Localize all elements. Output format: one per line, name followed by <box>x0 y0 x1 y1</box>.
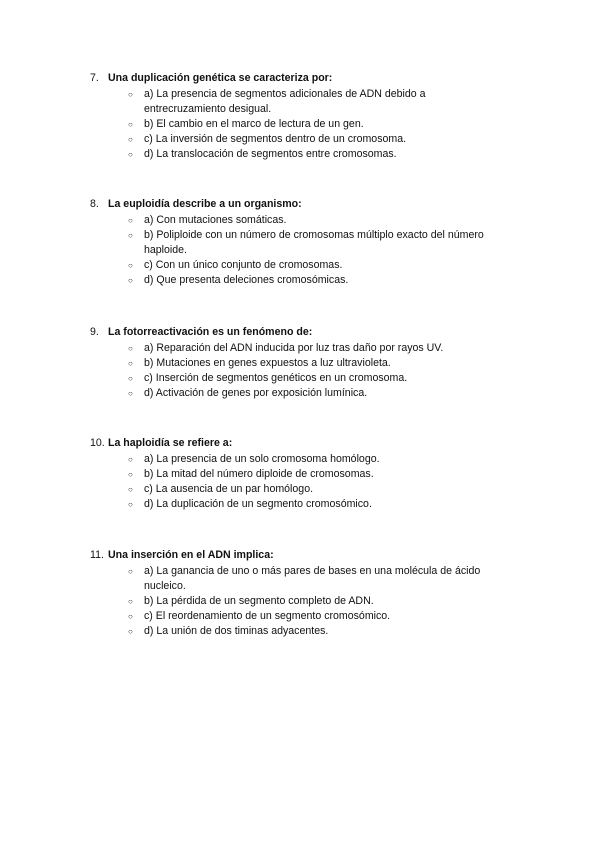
option-d <box>90 147 500 162</box>
question-header <box>90 548 520 563</box>
option-c <box>90 258 500 273</box>
hollow-circle-bullet-icon: ○ <box>128 455 133 464</box>
question-title: La haploidía se refiere a: <box>108 437 233 449</box>
option-text: d) Que presenta deleciones cromosómicas. <box>144 274 349 286</box>
question-title: La fotorreactivación es un fenómeno de: <box>108 326 313 338</box>
question-number: 9. <box>90 326 99 338</box>
hollow-circle-bullet-icon: ○ <box>128 567 133 576</box>
hollow-circle-bullet-icon: ○ <box>128 90 133 99</box>
option-text: a) Con mutaciones somáticas. <box>144 214 287 226</box>
option-a <box>90 87 500 117</box>
option-c <box>90 371 500 386</box>
hollow-circle-bullet-icon: ○ <box>128 135 133 144</box>
option-text: c) El reordenamiento de un segmento cromosómico. <box>144 610 391 622</box>
option-b <box>90 467 500 482</box>
option-text: b) Mutaciones en genes expuestos a luz ultravioleta. <box>144 357 391 369</box>
hollow-circle-bullet-icon: ○ <box>128 216 133 225</box>
option-c <box>90 482 500 497</box>
options-list <box>90 564 520 639</box>
question-9 <box>90 325 520 401</box>
option-a <box>90 564 500 594</box>
hollow-circle-bullet-icon: ○ <box>128 231 133 240</box>
option-text: b) Poliploide con un número de cromosomas múltiplo exacto del número haploide. <box>144 229 484 256</box>
option-a <box>90 341 500 356</box>
option-text: d) La unión de dos timinas adyacentes. <box>144 625 329 637</box>
hollow-circle-bullet-icon: ○ <box>128 389 133 398</box>
hollow-circle-bullet-icon: ○ <box>128 485 133 494</box>
option-text: b) El cambio en el marco de lectura de un gen. <box>144 118 364 130</box>
options-list <box>90 452 520 512</box>
option-b <box>90 594 500 609</box>
question-title: Una duplicación genética se caracteriza por: <box>108 72 333 84</box>
option-text: d) La translocación de segmentos entre cromosomas. <box>144 148 397 160</box>
option-a <box>90 452 500 467</box>
option-text: a) Reparación del ADN inducida por luz tras daño por rayos UV. <box>144 342 444 354</box>
option-text: d) Activación de genes por exposición lumínica. <box>144 387 368 399</box>
option-a <box>90 213 500 228</box>
hollow-circle-bullet-icon: ○ <box>128 597 133 606</box>
hollow-circle-bullet-icon: ○ <box>128 359 133 368</box>
hollow-circle-bullet-icon: ○ <box>128 276 133 285</box>
option-text: a) La presencia de segmentos adicionales de ADN debido a entrecruzamiento desigual. <box>144 88 426 115</box>
hollow-circle-bullet-icon: ○ <box>128 500 133 509</box>
question-number: 8. <box>90 198 99 210</box>
option-text: c) La inversión de segmentos dentro de un cromosoma. <box>144 133 407 145</box>
hollow-circle-bullet-icon: ○ <box>128 374 133 383</box>
option-text: c) Inserción de segmentos genéticos en un cromosoma. <box>144 372 408 384</box>
option-text: b) La pérdida de un segmento completo de ADN. <box>144 595 374 607</box>
question-header <box>90 325 520 340</box>
option-d <box>90 497 500 512</box>
option-d <box>90 386 500 401</box>
option-d <box>90 624 500 639</box>
question-number: 11. <box>90 549 104 561</box>
hollow-circle-bullet-icon: ○ <box>128 261 133 270</box>
option-text: b) La mitad del número diploide de cromosomas. <box>144 468 374 480</box>
question-header <box>90 197 520 212</box>
option-text: c) Con un único conjunto de cromosomas. <box>144 259 343 271</box>
hollow-circle-bullet-icon: ○ <box>128 120 133 129</box>
question-11 <box>90 548 520 639</box>
question-title: La euploidía describe a un organismo: <box>108 198 302 210</box>
question-header <box>90 436 520 451</box>
option-text: a) La presencia de un solo cromosoma homólogo. <box>144 453 380 465</box>
question-header <box>90 71 520 86</box>
option-c <box>90 132 500 147</box>
option-d <box>90 273 500 288</box>
hollow-circle-bullet-icon: ○ <box>128 612 133 621</box>
question-number: 7. <box>90 72 99 84</box>
hollow-circle-bullet-icon: ○ <box>128 470 133 479</box>
question-8 <box>90 197 520 288</box>
options-list <box>90 341 520 401</box>
option-b <box>90 228 500 258</box>
options-list <box>90 213 520 288</box>
hollow-circle-bullet-icon: ○ <box>128 627 133 636</box>
option-c <box>90 609 500 624</box>
option-text: d) La duplicación de un segmento cromosómico. <box>144 498 372 510</box>
option-b <box>90 117 500 132</box>
hollow-circle-bullet-icon: ○ <box>128 150 133 159</box>
option-text: c) La ausencia de un par homólogo. <box>144 483 314 495</box>
question-10 <box>90 436 520 512</box>
option-b <box>90 356 500 371</box>
option-text: a) La ganancia de uno o más pares de bases en una molécula de ácido nucleico. <box>144 565 481 592</box>
question-number: 10. <box>90 437 105 449</box>
options-list <box>90 87 520 162</box>
question-title: Una inserción en el ADN implica: <box>108 549 274 561</box>
question-7 <box>90 71 520 162</box>
hollow-circle-bullet-icon: ○ <box>128 344 133 353</box>
